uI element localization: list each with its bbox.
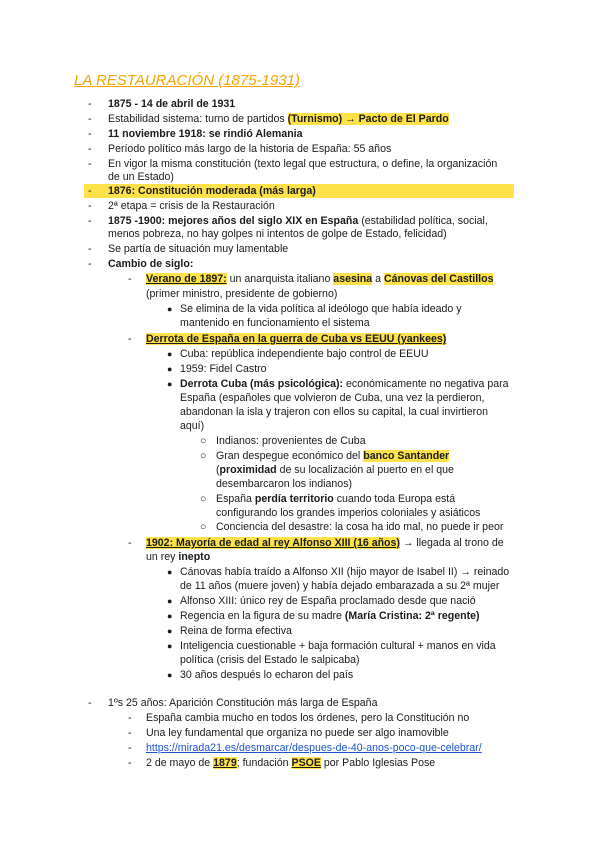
list-item: 30 años después lo echaron del país bbox=[180, 669, 354, 681]
list-item-continuation: mantenido en funcionamiento el sistema bbox=[180, 317, 370, 329]
list-marker: - bbox=[128, 742, 132, 754]
list-marker: - bbox=[88, 243, 92, 255]
bullet-icon: ● bbox=[167, 611, 173, 621]
list-marker: - bbox=[88, 98, 92, 110]
list-marker: - bbox=[88, 113, 92, 125]
list-marker: - bbox=[128, 757, 132, 769]
list-item: En vigor la misma constitución (texto legal que estructura, o define, la organización bbox=[108, 158, 498, 170]
list-item: Cánovas había traído a Alfonso XII (hijo mayor de Isabel II) → reinado bbox=[180, 566, 510, 578]
list-item: Verano de 1897: un anarquista italiano asesina a Cánovas del Castillos bbox=[146, 273, 494, 285]
bullet-icon: ● bbox=[167, 349, 173, 359]
circle-bullet-icon: ○ bbox=[200, 493, 207, 505]
list-marker: - bbox=[88, 143, 92, 155]
list-item: Reina de forma efectiva bbox=[180, 625, 292, 637]
list-item: 1ºs 25 años: Aparición Constitución más larga de España bbox=[108, 697, 378, 709]
bullet-icon: ● bbox=[167, 304, 173, 314]
list-item: Se partía de situación muy lamentable bbox=[108, 243, 289, 255]
list-item: Indianos: provenientes de Cuba bbox=[216, 435, 366, 447]
list-marker: - bbox=[88, 128, 92, 140]
bullet-icon: ● bbox=[167, 364, 173, 374]
list-item: 1876: Constitución moderada (más larga) bbox=[108, 185, 316, 197]
circle-bullet-icon: ○ bbox=[200, 450, 207, 462]
bullet-icon: ● bbox=[167, 641, 173, 651]
list-item: España perdía territorio cuando toda Europa está bbox=[216, 493, 456, 505]
list-item-continuation: de 11 años (muere joven) y había dejado embarazada a su 2ª mujer bbox=[180, 580, 500, 592]
list-item: España cambia mucho en todos los órdenes, pero la Constitución no bbox=[146, 712, 470, 724]
list-item-continuation: (primer ministro, presidente de gobierno) bbox=[146, 288, 338, 300]
list-item: Conciencia del desastre: la cosa ha ido mal, no puede ir peor bbox=[216, 521, 504, 533]
circle-bullet-icon: ○ bbox=[200, 435, 207, 447]
list-marker: - bbox=[88, 185, 92, 197]
list-item-continuation: configurando los grandes imperios coloniales y asiáticos bbox=[216, 507, 481, 519]
list-marker: - bbox=[88, 697, 92, 709]
list-marker: - bbox=[128, 333, 132, 345]
article-link[interactable]: https://mirada21.es/desmarcar/despues-de-40-anos-poco-que-celebrar/ bbox=[146, 742, 482, 754]
list-marker: - bbox=[88, 200, 92, 212]
list-item: 2 de mayo de 1879; fundación PSOE por Pablo Iglesias Pose bbox=[146, 757, 436, 769]
circle-bullet-icon: ○ bbox=[200, 521, 207, 533]
list-item-continuation: menos pobreza, no hay golpes ni intentos de golpe de Estado, felicidad) bbox=[108, 228, 447, 240]
bullet-icon: ● bbox=[167, 379, 173, 389]
bullet-icon: ● bbox=[167, 626, 173, 636]
list-item: 2ª etapa = crisis de la Restauración bbox=[108, 200, 275, 212]
page-title: LA RESTAURACIÓN (1875-1931) bbox=[74, 72, 300, 89]
list-item: Una ley fundamental que organiza no puede ser algo inamovible bbox=[146, 727, 449, 739]
list-item-continuation: política (crisis del Estado le salpicaba) bbox=[180, 654, 360, 666]
list-item: Inteligencia cuestionable + baja formación cultural + manos en vida bbox=[180, 640, 496, 652]
list-item: 1902: Mayoría de edad al rey Alfonso XIII (16 años) → llegada al trono de bbox=[146, 537, 504, 549]
list-item-continuation: desembarcaron los indianos) bbox=[216, 478, 353, 490]
bullet-icon: ● bbox=[167, 567, 173, 577]
list-marker: - bbox=[128, 537, 132, 549]
list-item: Regencia en la figura de su madre (María Cristina: 2ª regente) bbox=[180, 610, 480, 622]
list-item: Se elimina de la vida política al ideólogo que había ideado y bbox=[180, 303, 462, 315]
list-marker: - bbox=[88, 158, 92, 170]
list-item: 1875 -1900: mejores años del siglo XIX en España (estabilidad política, social, bbox=[108, 215, 488, 227]
list-marker: - bbox=[128, 712, 132, 724]
list-item: Derrota de España en la guerra de Cuba vs EEUU (yankees) bbox=[146, 333, 447, 345]
list-item-continuation: de un Estado) bbox=[108, 171, 174, 183]
list-item: Alfonso XIII: único rey de España proclamado desde que nació bbox=[180, 595, 476, 607]
list-item-continuation: España (españoles que volvieron de Cuba, una vez la perdieron, bbox=[180, 392, 485, 404]
list-marker: - bbox=[128, 727, 132, 739]
list-item: 11 noviembre 1918: se rindió Alemania bbox=[108, 128, 303, 140]
list-item: 1875 - 14 de abril de 1931 bbox=[108, 98, 236, 110]
list-item: Gran despegue económico del banco Santander bbox=[216, 450, 450, 462]
list-item: Cuba: república independiente bajo control de EEUU bbox=[180, 348, 429, 360]
bullet-icon: ● bbox=[167, 670, 173, 680]
list-item: Derrota Cuba (más psicológica): económicamente no negativa para bbox=[180, 378, 509, 390]
list-marker: - bbox=[88, 258, 92, 270]
list-item-continuation: abandonan la isla y trajeron con ellos su capital, la cual invirtieron bbox=[180, 406, 488, 418]
bullet-icon: ● bbox=[167, 596, 173, 606]
list-item: 1959: Fidel Castro bbox=[180, 363, 267, 375]
list-item-continuation: (proximidad de su localización al puerto en el que bbox=[216, 464, 454, 476]
list-item: Período político más largo de la historia de España: 55 años bbox=[108, 143, 392, 155]
list-item: Estabilidad sistema: turno de partidos (Turnismo) → Pacto de El Pardo bbox=[108, 113, 449, 125]
list-marker: - bbox=[88, 215, 92, 227]
list-item-continuation: aquí) bbox=[180, 420, 205, 432]
list-item-continuation: un rey inepto bbox=[146, 551, 211, 563]
list-marker: - bbox=[128, 273, 132, 285]
list-item: Cambio de siglo: bbox=[108, 258, 194, 270]
